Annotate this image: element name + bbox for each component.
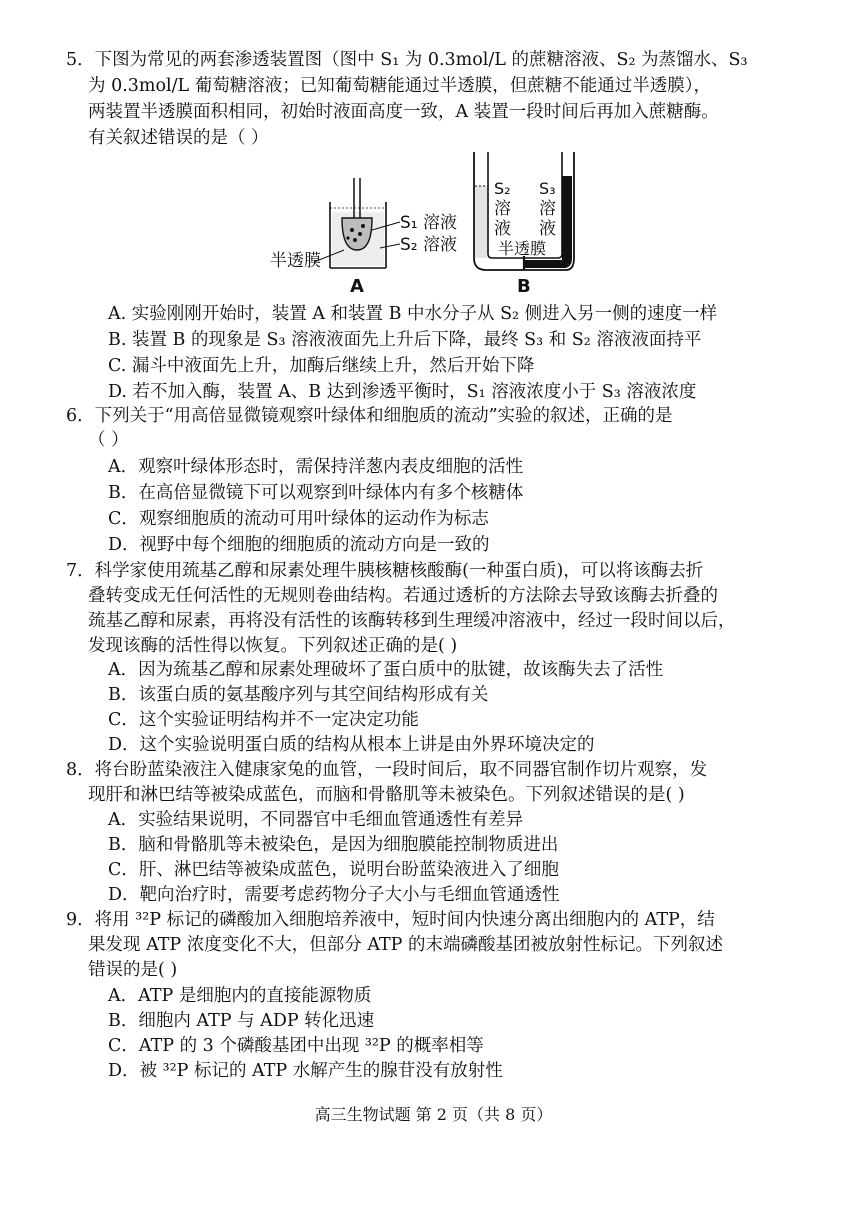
osmosis-diagram xyxy=(262,150,594,300)
q8-option-d: D．靶向治疗时，需要考虑药物分子大小与毛细血管通透性 xyxy=(108,885,560,905)
s1-label-a: S₁ 溶液 xyxy=(400,213,458,233)
membrane-label-a: 半透膜 xyxy=(270,251,321,271)
membrane-label-b: 半透膜 xyxy=(498,239,547,258)
q5-stem-line-4: 有关叙述错误的是（ ） xyxy=(88,128,269,148)
q5-option-c: C. 漏斗中液面先上升，加酶后继续上升，然后开始下降 xyxy=(108,356,535,376)
q7-option-a: A．因为巯基乙醇和尿素处理破坏了蛋白质中的肽键，故该酶失去了活性 xyxy=(108,660,664,680)
s2-b-char-3: 液 xyxy=(494,219,511,239)
q7-stem-line-4: 发现该酶的活性得以恢复。下列叙述正确的是( ) xyxy=(88,636,458,656)
q7-stem-line-2: 叠转变成无任何活性的无规则卷曲结构。若通过透析的方法除去导致该酶去折叠的 xyxy=(88,586,718,606)
q9-option-d: D．被 ³²P 标记的 ATP 水解产生的腺苷没有放射性 xyxy=(108,1061,503,1081)
label-a: A xyxy=(350,276,364,297)
s2-b-char-1: S₂ xyxy=(494,179,511,198)
q6-option-d: D．视野中每个细胞的细胞质的流动方向是一致的 xyxy=(108,535,490,555)
q5-option-d: D. 若不加入酶，装置 A、B 达到渗透平衡时，S₁ 溶液浓度小于 S₃ 溶液浓度 xyxy=(108,382,697,402)
s2-b-char-2: 溶 xyxy=(494,199,511,219)
q8-stem-line-2: 现肝和淋巴结等被染成蓝色，而脑和骨骼肌等未被染色。下列叙述错误的是( ) xyxy=(88,785,685,805)
q6-stem-line-2: （ ） xyxy=(88,430,129,450)
apparatus-a xyxy=(270,178,457,297)
s2-label-a: S₂ 溶液 xyxy=(400,235,458,255)
q6-stem-line-1: 6．下列关于“用高倍显微镜观察叶绿体和细胞质的流动”实验的叙述，正确的是 xyxy=(66,406,673,426)
s3-b-char-2: 溶 xyxy=(539,199,556,219)
q6-option-a: A．观察叶绿体形态时，需保持洋葱内表皮细胞的活性 xyxy=(108,457,524,477)
q5-option-b: B. 装置 B 的现象是 S₃ 溶液液面先上升后下降，最终 S₃ 和 S₂ 溶液液面持平 xyxy=(108,330,702,350)
q9-option-c: C．ATP 的 3 个磷酸基团中出现 ³²P 的概率相等 xyxy=(108,1036,484,1056)
q6-number: 6． xyxy=(66,406,95,426)
q5-option-a: A. 实验刚刚开始时，装置 A 和装置 B 中水分子从 S₂ 侧进入另一侧的速度一样 xyxy=(108,304,718,324)
q8-option-b: B．脑和骨骼肌等未被染色，是因为细胞膜能控制物质进出 xyxy=(108,835,559,855)
q9-stem-line-1: 9．将用 ³²P 标记的磷酸加入细胞培养液中，短时间内快速分离出细胞内的 ATP，结 xyxy=(66,910,715,930)
q9-stem-line-2: 果发现 ATP 浓度变化不大，但部分 ATP 的末端磷酸基团被放射性标记。下列叙述 xyxy=(88,935,724,955)
page-footer: 高三生物试题 第 2 页（共 8 页） xyxy=(314,1105,553,1124)
q6-option-c: C．观察细胞质的流动可用叶绿体的运动作为标志 xyxy=(108,509,489,529)
label-b: B xyxy=(517,276,531,297)
q9-option-b: B．细胞内 ATP 与 ADP 转化迅速 xyxy=(108,1011,375,1031)
q6-option-b: B．在高倍显微镜下可以观察到叶绿体内有多个核糖体 xyxy=(108,483,524,503)
q8-number: 8． xyxy=(66,760,95,780)
q5-stem-line-1: 5．下图为常见的两套渗透装置图（图中 S₁ 为 0.3mol/L 的蔗糖溶液、S₂ 为蒸馏水、S₃ xyxy=(66,50,748,70)
q5-stem-line-2: 为 0.3mol/L 葡萄糖溶液；已知葡萄糖能通过半透膜，但蔗糖不能通过半透膜）， xyxy=(88,76,711,96)
q8-option-a: A．实验结果说明，不同器官中毛细血管通透性有差异 xyxy=(108,810,524,830)
q7-stem-line-1: 7．科学家使用巯基乙醇和尿素处理牛胰核糖核酸酶(一种蛋白质)，可以将该酶去折 xyxy=(66,561,704,581)
osmosis-figure xyxy=(262,150,594,300)
q8-option-c: C．肝、淋巴结等被染成蓝色，说明台盼蓝染液进入了细胞 xyxy=(108,860,559,880)
q8-stem-line-1: 8．将台盼蓝染液注入健康家兔的血管，一段时间后，取不同器官制作切片观察，发 xyxy=(66,760,708,780)
q9-stem-line-3: 错误的是( ) xyxy=(88,960,178,980)
q5-number: 5． xyxy=(66,50,95,70)
q7-option-b: B．该蛋白质的氨基酸序列与其空间结构形成有关 xyxy=(108,685,489,705)
q7-option-d: D．这个实验说明蛋白质的结构从根本上讲是由外界环境决定的 xyxy=(108,735,595,755)
s3-b-char-3: 液 xyxy=(539,219,556,239)
q9-option-a: A．ATP 是细胞内的直接能源物质 xyxy=(108,986,372,1006)
apparatus-b xyxy=(474,152,574,297)
q7-number: 7． xyxy=(66,561,95,581)
q7-option-c: C．这个实验证明结构并不一定决定功能 xyxy=(108,710,419,730)
s3-b-char-1: S₃ xyxy=(539,179,556,198)
q5-stem-line-3: 两装置半透膜面积相同，初始时液面高度一致，A 装置一段时间后再加入蔗糖酶。 xyxy=(88,102,719,122)
q9-number: 9． xyxy=(66,910,95,930)
q7-stem-line-3: 巯基乙醇和尿素，再将没有活性的该酶转移到生理缓冲溶液中，经过一段时间以后， xyxy=(88,611,736,631)
